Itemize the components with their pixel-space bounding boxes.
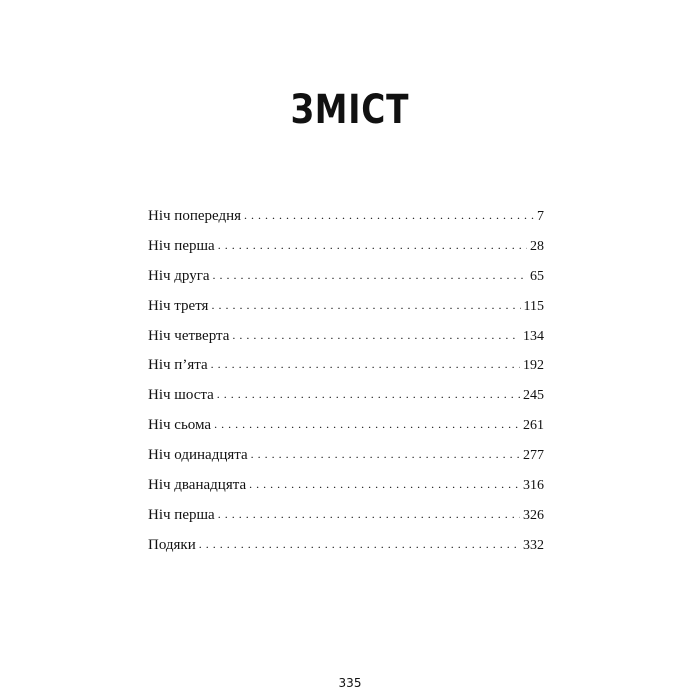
toc-entry-title: Ніч перша [148,506,215,523]
toc-entry [148,417,544,447]
toc-entry-page: 277 [523,448,544,464]
toc-entry-page: 65 [530,268,544,284]
toc-entry-page: 261 [523,418,544,434]
toc-dot-leader [249,476,520,493]
toc-dot-leader [218,237,527,254]
toc-entry [148,477,544,507]
toc-entry [148,387,544,417]
toc-entry [148,357,544,387]
toc-entry-title: Подяки [148,536,196,553]
toc-entry-page: 192 [523,358,544,374]
toc-entry [148,507,544,537]
toc-entry-title: Ніч сьома [148,417,212,434]
toc-entry [148,268,544,298]
toc-entry [148,447,544,477]
toc-entry-title: Ніч п’ята [148,357,208,374]
toc-dot-leader [232,327,520,344]
toc-dot-leader [199,536,520,553]
toc-dot-leader [218,506,520,523]
toc-entry-title: Ніч четверта [148,327,230,344]
toc-dot-leader [217,386,520,403]
toc-entry-page: 326 [523,507,544,523]
toc-entry [148,298,544,328]
page-title: ЗМІСТ [290,87,410,133]
toc-entry-page: 28 [530,238,544,254]
toc-dot-leader [244,207,534,224]
toc-entry-title: Ніч попередня [148,208,242,224]
toc-entry-page: 7 [537,209,544,224]
toc-dot-leader [211,297,520,314]
toc-entry-title: Ніч перша [148,237,215,254]
toc-entry [148,537,544,567]
toc-dot-leader [214,416,520,433]
toc-entry [148,238,544,268]
toc-entry-title: Ніч дванадцята [148,477,247,494]
toc-entry-title: Ніч третя [148,297,209,314]
toc-entry-page: 115 [523,298,544,314]
toc-entry-title: Ніч друга [148,267,210,284]
toc-entry-title: Ніч шоста [148,387,214,404]
table-of-contents [148,208,544,567]
toc-dot-leader [211,356,520,373]
toc-dot-leader [213,267,527,284]
toc-entry-title: Ніч одинадцята [148,447,248,464]
page-number: 335 [338,676,362,690]
toc-entry [148,328,544,358]
toc-dot-leader [251,446,520,463]
toc-entry [148,208,544,238]
toc-entry-page: 316 [523,478,544,494]
toc-entry-page: 245 [523,388,544,404]
toc-entry-page: 332 [523,537,544,553]
toc-entry-page: 134 [523,328,544,344]
